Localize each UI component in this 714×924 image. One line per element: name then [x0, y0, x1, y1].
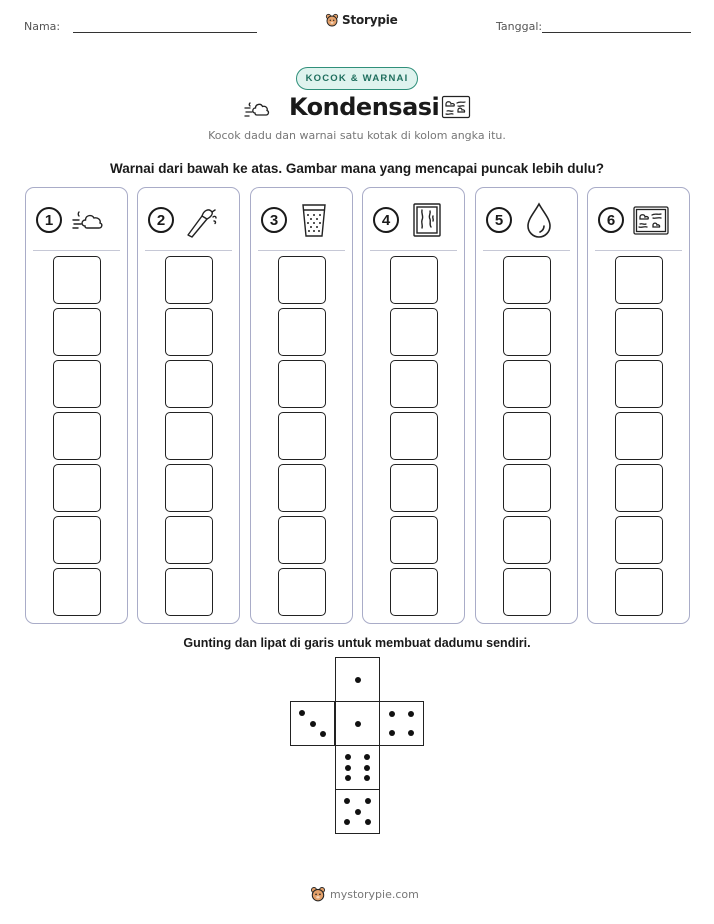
kettle-spout-icon: [182, 202, 220, 238]
subtitle: Kocok dadu dan warnai satu kotak di kolom angka itu.: [208, 129, 506, 142]
pip: [408, 711, 414, 717]
column-header: [138, 202, 239, 238]
water-drop-icon: [520, 202, 558, 238]
storypie-logo-icon: [325, 13, 339, 27]
pip: [344, 819, 350, 825]
color-cell[interactable]: [615, 568, 663, 616]
pip: [355, 809, 361, 815]
column-header: [26, 202, 127, 238]
color-cell[interactable]: [615, 412, 663, 460]
instruction: Warnai dari bawah ke atas. Gambar mana yang mencapai puncak lebih dulu?: [110, 161, 604, 176]
color-cell[interactable]: [503, 412, 551, 460]
title-row: [0, 93, 714, 125]
die-face-4: [379, 701, 424, 746]
pip: [344, 798, 350, 804]
color-cell[interactable]: [390, 568, 438, 616]
color-cell[interactable]: [390, 360, 438, 408]
color-cell[interactable]: [278, 568, 326, 616]
column-header: [588, 202, 689, 238]
die-face-6: [335, 745, 380, 790]
color-cell[interactable]: [503, 256, 551, 304]
column-6: [587, 187, 690, 624]
color-cell[interactable]: [53, 568, 101, 616]
pip: [345, 765, 351, 771]
pip: [389, 711, 395, 717]
date-line: [542, 32, 691, 33]
pip: [355, 677, 361, 683]
column-3: [250, 187, 353, 624]
column-number: 5: [486, 207, 512, 233]
column-divider: [145, 250, 232, 251]
column-number: 1: [36, 207, 62, 233]
page-title: Kondensasi: [289, 93, 440, 121]
pip: [310, 721, 316, 727]
cold-glass-icon: [295, 202, 333, 238]
color-cell[interactable]: [503, 568, 551, 616]
column-divider: [595, 250, 682, 251]
die-face-5: [335, 789, 380, 834]
color-cell[interactable]: [53, 464, 101, 512]
pip: [365, 798, 371, 804]
column-2: [137, 187, 240, 624]
die-face-1: [335, 657, 380, 702]
pip: [364, 775, 370, 781]
die-face-1: [335, 701, 380, 746]
color-cell[interactable]: [390, 308, 438, 356]
color-cell[interactable]: [615, 464, 663, 512]
color-cell[interactable]: [165, 516, 213, 564]
clouds-panel-icon: [441, 95, 471, 119]
color-cell[interactable]: [53, 308, 101, 356]
color-cell[interactable]: [53, 516, 101, 564]
column-5: [475, 187, 578, 624]
color-cell[interactable]: [278, 464, 326, 512]
color-cell[interactable]: [278, 360, 326, 408]
column-divider: [370, 250, 457, 251]
color-cell[interactable]: [390, 464, 438, 512]
activity-tag: [296, 67, 418, 90]
steam-cloud-icon: [70, 202, 108, 238]
pip: [364, 765, 370, 771]
activity-tag-label: KOCOK & WARNAI: [305, 73, 409, 84]
color-cell[interactable]: [503, 360, 551, 408]
clouds-panel-icon: [632, 202, 670, 238]
pip: [408, 730, 414, 736]
color-cell[interactable]: [615, 516, 663, 564]
name-line: [73, 32, 257, 33]
color-cell[interactable]: [278, 516, 326, 564]
color-cell[interactable]: [53, 412, 101, 460]
column-number: 3: [261, 207, 287, 233]
column-1: [25, 187, 128, 624]
column-header: [363, 202, 464, 238]
color-cell[interactable]: [165, 464, 213, 512]
color-cell[interactable]: [503, 464, 551, 512]
steam-cloud-icon: [243, 97, 273, 119]
color-cell[interactable]: [390, 256, 438, 304]
pip: [320, 731, 326, 737]
color-cell[interactable]: [615, 360, 663, 408]
color-cell[interactable]: [615, 256, 663, 304]
brand-name: Storypie: [342, 13, 398, 27]
color-cell[interactable]: [278, 412, 326, 460]
column-number: 2: [148, 207, 174, 233]
color-cell[interactable]: [615, 308, 663, 356]
name-label: Nama:: [24, 20, 61, 33]
color-cell[interactable]: [390, 516, 438, 564]
column-divider: [258, 250, 345, 251]
footer: [310, 886, 419, 902]
column-4: [362, 187, 465, 624]
color-cell[interactable]: [165, 308, 213, 356]
color-cell[interactable]: [165, 256, 213, 304]
color-cell[interactable]: [53, 360, 101, 408]
pip: [345, 754, 351, 760]
column-header: [251, 202, 352, 238]
column-number: 6: [598, 207, 624, 233]
cut-instruction: Gunting dan lipat di garis untuk membuat dadumu sendiri.: [183, 636, 531, 650]
date-label: Tanggal:: [496, 20, 543, 33]
pip: [389, 730, 395, 736]
color-cell[interactable]: [390, 412, 438, 460]
color-cell[interactable]: [503, 516, 551, 564]
color-cell[interactable]: [165, 568, 213, 616]
brand: [325, 13, 398, 27]
pip: [364, 754, 370, 760]
pip: [365, 819, 371, 825]
column-header: [476, 202, 577, 238]
color-cell[interactable]: [278, 256, 326, 304]
color-cell[interactable]: [53, 256, 101, 304]
column-divider: [483, 250, 570, 251]
color-cell[interactable]: [278, 308, 326, 356]
column-divider: [33, 250, 120, 251]
color-cell[interactable]: [165, 360, 213, 408]
pip: [345, 775, 351, 781]
column-number: 4: [373, 207, 399, 233]
die-face-3: [290, 701, 335, 746]
pip: [355, 721, 361, 727]
color-cell[interactable]: [165, 412, 213, 460]
pip: [299, 710, 305, 716]
storypie-logo-icon: [310, 886, 326, 902]
foggy-window-icon: [407, 202, 445, 238]
color-cell[interactable]: [503, 308, 551, 356]
footer-url[interactable]: mystorypie.com: [330, 887, 419, 901]
